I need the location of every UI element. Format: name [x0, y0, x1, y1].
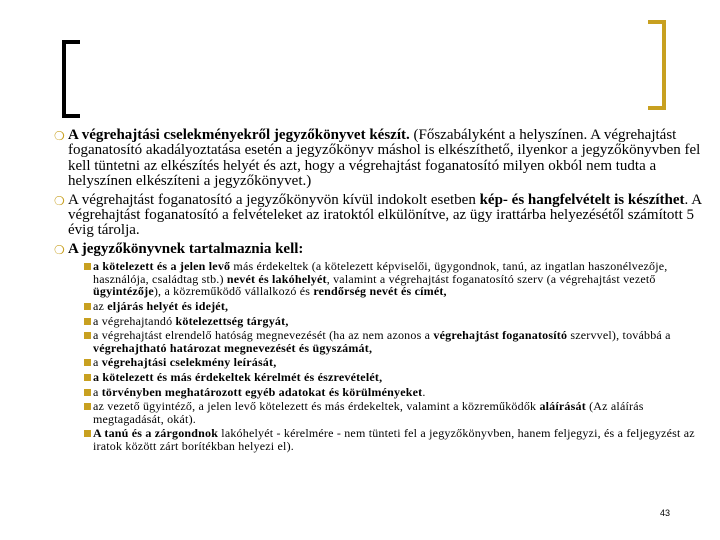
main-bullet-item: [54, 128, 702, 190]
sub-bullet-list: [84, 260, 702, 452]
sub-bullet-item: [84, 386, 702, 399]
decorative-bracket-right: [648, 20, 666, 110]
main-bullet-item: [54, 193, 702, 239]
text-run: A végrehajtást foganatosító a jegyzőkönyvön kívül indokolt esetben: [68, 191, 480, 208]
bold-text: nevét és lakóhelyét: [226, 271, 327, 286]
text-run: ), a közreműködő vállalkozó és: [153, 284, 314, 299]
bold-text: A jegyzőkönyvnek tartalmaznia kell:: [68, 240, 304, 257]
text-run: más érdekeltek (a kötelezett képviselői, ügygondnok, tanú, az ingatlan haszonélvezője, használója, családtag stb.): [93, 259, 668, 286]
bold-text: kötelezettség tárgyát,: [175, 313, 289, 328]
text-run: . A végrehajtást foganatosító a felvételeket az iratoktól elkülönítve, az ügy irattárba helyezésétől számított 5 évig tárolja.: [68, 191, 702, 239]
slide-body: [54, 128, 702, 455]
bold-text: a kötelezett és a jelen levő: [93, 259, 231, 274]
square-bullet-icon: [84, 430, 91, 437]
text-run: (Az aláírás megtagadását, okát).: [93, 399, 644, 426]
circle-bullet-icon: ❍: [54, 242, 65, 257]
main-bullet-list: [54, 128, 702, 257]
square-bullet-icon: [84, 332, 91, 339]
bold-text: végrehajtási cselekmény leírását,: [101, 355, 277, 370]
bold-text: törvényben meghatározott egyéb adatokat és körülményeket: [101, 384, 423, 399]
text-run: lakóhelyét - kérelmére - nem tünteti fel a jegyzőkönyvben, hanem feljegyzi, és a feljegyzést az iratok között zárt borítékban helyezi el).: [93, 426, 695, 453]
sub-bullet-item: [84, 371, 702, 384]
text-run: a: [93, 355, 102, 370]
sub-bullet-item: [84, 315, 702, 328]
square-bullet-icon: [84, 359, 91, 366]
text-run: (Főszabályként a helyszínen. A végrehajtást foganatosító akadályoztatása esetén a jegyzőkönyv máshol is elkészíthető, ilyenkor a jegyzőkönyvben fel kell tüntetni az elkészítés helyét és azt, hogy a végrehajtást foganatosító milyen okból nem tudta a helyszínen elkészíteni a jegyzőkönyvet.): [68, 127, 701, 190]
text-run: az vezető ügyintéző, a jelen levő kötelezett és más érdekeltek, valamint a közreműködők: [93, 399, 540, 414]
bold-text: aláírását: [539, 399, 586, 414]
bold-text: a kötelezett és más érdekeltek kérelmét és észrevételét,: [93, 370, 383, 384]
text-run: .: [422, 384, 426, 399]
decorative-bracket-left: [62, 40, 80, 118]
bold-text: A tanú és a zárgondnok: [93, 426, 219, 441]
text-run: , valamint a végrehajtást foganatosító szerv (a végrehajtást vezető: [326, 271, 656, 286]
text-run: szervvel), továbbá a: [567, 328, 671, 343]
text-run: az: [93, 299, 108, 314]
square-bullet-icon: [84, 318, 91, 325]
bold-text: végrehajtható határozat megnevezését és ügyszámát,: [93, 340, 373, 355]
square-bullet-icon: [84, 263, 91, 270]
bold-text: ügyintézője: [93, 284, 154, 299]
text-run: a végrehajtandó: [93, 313, 176, 328]
bold-text: kép- és hangfelvételt is készíthet: [479, 191, 685, 208]
circle-bullet-icon: ❍: [54, 129, 65, 143]
sub-bullet-item: [84, 356, 702, 369]
bold-text: A végrehajtási cselekményekről jegyzőkönyvet készít.: [68, 127, 410, 143]
bold-text: eljárás helyét és idejét,: [107, 299, 229, 314]
sub-bullet-item: [84, 300, 702, 313]
bold-text: végrehajtást foganatosító: [433, 328, 568, 343]
circle-bullet-icon: ❍: [54, 193, 65, 208]
sub-bullet-item: [84, 260, 702, 298]
sub-bullet-item: [84, 427, 702, 452]
main-bullet-item: [54, 242, 702, 257]
page-number: 43: [660, 508, 671, 518]
sub-bullet-item: [84, 400, 702, 425]
square-bullet-icon: [84, 303, 91, 310]
sub-bullet-item: [84, 329, 702, 354]
square-bullet-icon: [84, 374, 91, 381]
square-bullet-icon: [84, 389, 91, 396]
text-run: a végrehajtást elrendelő hatóság megnevezését (ha az nem azonos a: [93, 328, 434, 343]
text-run: a: [93, 384, 102, 399]
square-bullet-icon: [84, 403, 91, 410]
bold-text: rendőrség nevét és címét,: [313, 284, 447, 299]
